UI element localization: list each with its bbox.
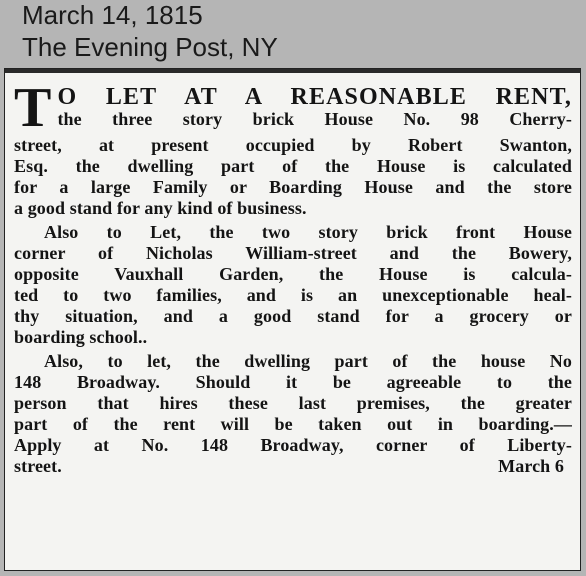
caption-date: March 14, 1815 [22,0,203,30]
closing-word: street. [14,456,62,476]
para1-line-1: the three story brick House No. 98 Cherry- [57,109,572,129]
para3-line-5: Apply at No. 148 Broadway, corner of Liberty- [14,435,572,455]
para2-line-1: Also to Let, the two story brick front House [44,222,572,242]
para2-line-2: corner of Nicholas William-street and the Bowery, [14,243,572,263]
para2-line-4: ted to two families, and is an unexceptionable heal- [14,285,572,305]
para2-line-5: thy situation, and a good stand for a grocery or [14,306,572,326]
drop-cap: T [14,77,52,139]
para3-line-1: Also, to let, the dwelling part of the house No [44,351,572,371]
para1-line-3: Esq. the dwelling part of the House is calculated [14,156,572,176]
para2-line-6: boarding school.. [14,327,148,347]
para3-line-3: person that hires these last premises, the greater [14,393,572,413]
para1-line-4: for a large Family or Boarding House and the store [14,177,572,197]
closing-line [14,456,572,477]
headline: O LET AT A REASONABLE RENT, [57,84,572,110]
caption-publication: The Evening Post, NY [22,32,278,62]
advertisement-body [5,69,580,570]
para3-line-4: part of the rent will be taken out in boarding.— [14,414,572,434]
para1-line-2: street, at present occupied by Robert Swanton, [14,135,572,155]
para3-line-2: 148 Broadway. Should it be agreeable to the [14,372,572,392]
para1-line-5: a good stand for any kind of business. [14,198,307,218]
para2-line-3: opposite Vauxhall Garden, the House is calcula- [14,264,572,284]
dateline: March 6 [498,456,564,476]
newspaper-clipping [4,68,581,571]
